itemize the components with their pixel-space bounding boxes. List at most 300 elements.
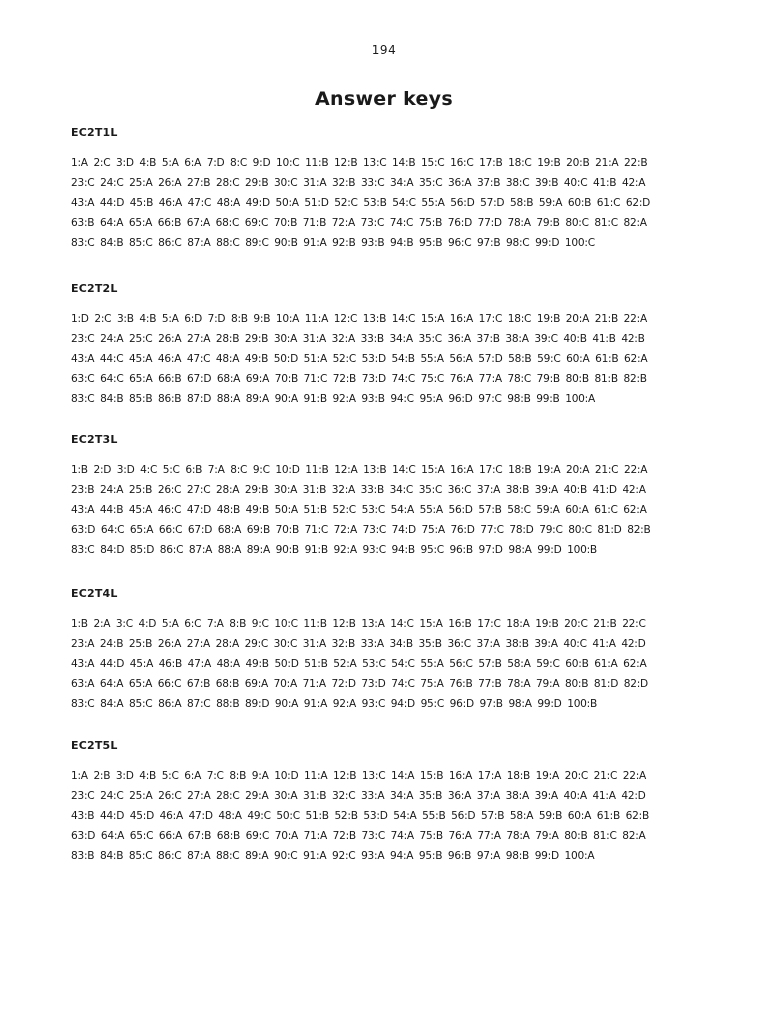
answer-item: 95:B: [419, 237, 443, 249]
page-title: Answer keys: [315, 88, 453, 110]
answer-item: 86:C: [158, 237, 182, 249]
answer-item: 31:A: [302, 638, 327, 650]
answer-item: 13:C: [361, 770, 386, 782]
answer-list: [71, 309, 701, 409]
answer-item: 79:B: [536, 217, 560, 229]
answer-item: 54:C: [392, 197, 416, 209]
answer-item: 80:B: [565, 373, 589, 385]
answer-line: [71, 786, 701, 806]
answer-item: 73:C: [361, 830, 385, 842]
answer-item: 33:B: [360, 484, 384, 496]
answer-item: 68:B: [216, 830, 241, 842]
answer-item: 80:B: [564, 678, 589, 690]
answer-item: 81:C: [593, 830, 617, 842]
answer-item: 28:B: [215, 333, 240, 345]
answer-item: 17:A: [477, 770, 502, 782]
answer-item: 18:C: [508, 157, 532, 169]
answer-item: 37:B: [476, 177, 501, 189]
answer-item: 92:C: [331, 850, 356, 862]
answer-item: 21:B: [593, 618, 617, 630]
answer-item: 1:D: [71, 313, 89, 325]
answer-item: 74:C: [391, 678, 415, 690]
answer-item: 82:B: [623, 373, 647, 385]
answer-item: 92:A: [332, 698, 357, 710]
answer-item: 51:A: [303, 353, 327, 365]
answer-item: 30:A: [273, 333, 298, 345]
answer-item: 15:B: [419, 770, 444, 782]
answer-item: 8:B: [229, 770, 247, 782]
answer-item: 46:B: [158, 658, 183, 670]
answer-item: 48:A: [216, 658, 240, 670]
answer-item: 39:A: [534, 638, 558, 650]
answer-item: 69:A: [245, 373, 270, 385]
answer-item: 1:A: [71, 770, 88, 782]
answer-item: 82:A: [623, 217, 647, 229]
answer-item: 92:A: [332, 393, 356, 405]
answer-item: 47:D: [188, 810, 213, 822]
answer-item: 83:C: [71, 237, 95, 249]
answer-item: 81:D: [597, 524, 622, 536]
answer-item: 58:C: [507, 504, 531, 516]
answer-item: 97:B: [479, 698, 503, 710]
answer-item: 43:A: [71, 504, 95, 516]
answer-item: 33:A: [360, 638, 384, 650]
answer-line: [71, 329, 701, 349]
answer-item: 66:C: [158, 524, 183, 536]
answer-item: 2:B: [93, 770, 111, 782]
answer-item: 19:B: [537, 157, 561, 169]
answer-item: 31:B: [302, 484, 327, 496]
answer-item: 30:A: [274, 790, 298, 802]
answer-item: 29:B: [245, 177, 269, 189]
answer-item: 87:A: [187, 850, 211, 862]
answer-item: 68:A: [216, 373, 241, 385]
answer-item: 72:D: [331, 678, 356, 690]
answer-item: 59:C: [536, 658, 560, 670]
answer-item: 33:A: [361, 790, 385, 802]
answer-item: 15:A: [421, 464, 445, 476]
section-heading: EC2T1L: [71, 126, 118, 139]
answer-item: 96:D: [449, 698, 474, 710]
answer-item: 91:B: [304, 544, 328, 556]
answer-item: 85:B: [129, 393, 153, 405]
answer-item: 99:D: [537, 544, 562, 556]
answer-item: 71:C: [303, 373, 328, 385]
answer-item: 13:B: [363, 464, 387, 476]
answer-item: 38:B: [505, 638, 529, 650]
answer-item: 100:A: [565, 393, 595, 405]
answer-item: 70:B: [274, 373, 299, 385]
answer-item: 66:C: [157, 678, 182, 690]
answer-item: 29:B: [244, 333, 269, 345]
answer-item: 59:B: [538, 810, 563, 822]
answer-item: 89:D: [245, 698, 270, 710]
answer-item: 25:B: [128, 484, 153, 496]
answer-item: 96:C: [447, 237, 472, 249]
answer-line: [71, 540, 701, 560]
answer-item: 4:B: [139, 313, 157, 325]
answer-item: 24:C: [100, 790, 124, 802]
answer-item: 17:C: [477, 618, 501, 630]
answer-line: [71, 674, 701, 694]
answer-item: 35:B: [418, 638, 442, 650]
answer-item: 41:A: [592, 638, 616, 650]
answer-item: 21:C: [594, 464, 619, 476]
answer-item: 36:A: [447, 333, 471, 345]
answer-item: 50:A: [275, 197, 299, 209]
answer-item: 2:D: [93, 464, 112, 476]
answer-item: 88:A: [217, 544, 242, 556]
answer-item: 98:A: [508, 698, 532, 710]
answer-item: 67:B: [186, 678, 211, 690]
answer-item: 96:B: [447, 850, 472, 862]
answer-item: 75:C: [420, 373, 445, 385]
answer-item: 45:A: [128, 504, 153, 516]
answer-item: 14:C: [390, 618, 414, 630]
answer-item: 39:A: [534, 484, 559, 496]
answer-item: 29:A: [245, 790, 269, 802]
answer-line: [71, 520, 701, 540]
answer-item: 38:A: [505, 333, 529, 345]
answer-item: 29:C: [244, 638, 269, 650]
answer-item: 52:C: [334, 197, 358, 209]
answer-section-ec2t2l: [71, 281, 701, 409]
answer-item: 49:B: [244, 353, 269, 365]
answer-item: 83:C: [71, 698, 95, 710]
answer-item: 46:A: [159, 810, 183, 822]
answer-item: 44:B: [99, 504, 124, 516]
answer-item: 40:B: [563, 484, 587, 496]
answer-item: 94:C: [390, 393, 414, 405]
answer-item: 90:A: [274, 698, 299, 710]
answer-item: 70:A: [273, 678, 297, 690]
answer-item: 76:D: [447, 217, 472, 229]
answer-item: 40:C: [563, 177, 588, 189]
answer-item: 42:B: [621, 333, 645, 345]
answer-item: 21:A: [595, 157, 619, 169]
answer-item: 35:C: [418, 484, 443, 496]
answer-item: 87:A: [188, 544, 213, 556]
answer-item: 34:B: [389, 638, 413, 650]
answer-item: 79:C: [539, 524, 563, 536]
answer-item: 5:C: [161, 770, 179, 782]
answer-item: 42:D: [621, 790, 646, 802]
answer-item: 62:A: [623, 658, 647, 670]
answer-item: 51:D: [304, 197, 329, 209]
answer-item: 56:D: [448, 504, 473, 516]
answer-item: 80:C: [568, 524, 592, 536]
answer-item: 31:A: [303, 177, 327, 189]
answer-item: 1:B: [71, 464, 88, 476]
answer-item: 59:C: [537, 353, 561, 365]
answer-item: 10:D: [275, 464, 300, 476]
answer-item: 24:A: [99, 484, 124, 496]
answer-item: 69:C: [244, 217, 269, 229]
answer-item: 76:A: [449, 373, 473, 385]
answer-item: 51:B: [305, 810, 329, 822]
answer-item: 51:B: [303, 504, 327, 516]
answer-item: 100:B: [567, 544, 597, 556]
answer-line: [71, 766, 701, 786]
answer-item: 5:A: [161, 618, 179, 630]
answer-item: 45:A: [129, 658, 154, 670]
answer-item: 93:C: [361, 698, 386, 710]
answer-item: 22:A: [623, 313, 647, 325]
answer-item: 28:A: [215, 638, 239, 650]
answer-line: [71, 309, 701, 329]
answer-item: 64:C: [100, 524, 125, 536]
answer-item: 15:A: [420, 313, 445, 325]
answer-item: 32:A: [331, 484, 356, 496]
answer-item: 81:C: [594, 217, 618, 229]
answer-item: 61:C: [594, 504, 618, 516]
answer-item: 57:D: [480, 197, 505, 209]
answer-item: 18:C: [507, 313, 532, 325]
answer-item: 82:D: [623, 678, 648, 690]
answer-item: 77:C: [480, 524, 504, 536]
answer-item: 88:A: [216, 393, 241, 405]
answer-item: 2:C: [94, 313, 112, 325]
answer-item: 91:B: [303, 393, 327, 405]
answer-item: 55:A: [420, 353, 444, 365]
answer-item: 21:C: [593, 770, 618, 782]
answer-item: 53:D: [363, 810, 388, 822]
answer-item: 26:A: [158, 177, 182, 189]
answer-item: 91:A: [303, 850, 327, 862]
answer-item: 51:B: [304, 658, 328, 670]
answer-item: 43:A: [71, 197, 95, 209]
answer-item: 86:C: [157, 850, 182, 862]
answer-item: 75:B: [418, 217, 443, 229]
answer-item: 47:D: [186, 504, 212, 516]
answer-item: 54:A: [393, 810, 417, 822]
answer-item: 76:D: [450, 524, 475, 536]
answer-item: 53:C: [362, 658, 386, 670]
answer-line: [71, 233, 701, 253]
answer-item: 55:B: [422, 810, 446, 822]
answer-line: [71, 389, 701, 409]
answer-item: 22:A: [623, 464, 648, 476]
answer-item: 92:B: [332, 237, 356, 249]
answer-line: [71, 153, 701, 173]
answer-item: 16:A: [449, 313, 474, 325]
answer-item: 45:B: [129, 197, 154, 209]
answer-item: 49:B: [245, 658, 269, 670]
answer-item: 70:A: [274, 830, 299, 842]
answer-item: 72:B: [332, 830, 356, 842]
answer-item: 53:B: [363, 197, 387, 209]
answer-item: 39:C: [534, 333, 558, 345]
answer-item: 30:C: [273, 177, 298, 189]
answer-item: 80:C: [565, 217, 589, 229]
answer-item: 46:A: [158, 197, 183, 209]
section-heading: EC2T2L: [71, 282, 118, 295]
answer-item: 5:C: [162, 464, 180, 476]
answer-item: 57:B: [478, 658, 502, 670]
answer-item: 78:D: [509, 524, 534, 536]
answer-item: 71:A: [303, 830, 327, 842]
answer-item: 9:B: [253, 313, 271, 325]
answer-item: 24:C: [100, 177, 124, 189]
answer-item: 16:A: [450, 464, 474, 476]
answer-item: 36:C: [447, 638, 471, 650]
answer-item: 35:B: [418, 790, 443, 802]
answer-item: 88:C: [215, 850, 240, 862]
answer-item: 26:A: [158, 333, 182, 345]
answer-item: 48:B: [216, 504, 241, 516]
answer-item: 50:A: [274, 504, 298, 516]
answer-item: 90:C: [273, 850, 298, 862]
answer-item: 14:A: [391, 770, 415, 782]
answer-item: 71:A: [302, 678, 326, 690]
answer-item: 63:D: [71, 830, 96, 842]
answer-item: 12:B: [334, 157, 358, 169]
answer-item: 60:B: [567, 197, 592, 209]
answer-item: 38:C: [505, 177, 530, 189]
answer-item: 96:D: [448, 393, 473, 405]
answer-item: 5:A: [161, 157, 179, 169]
answer-item: 26:C: [157, 484, 182, 496]
answer-line: [71, 173, 701, 193]
answer-item: 97:A: [476, 850, 501, 862]
answer-item: 60:A: [566, 353, 590, 365]
answer-item: 20:C: [564, 618, 588, 630]
answer-item: 78:A: [507, 217, 531, 229]
answer-line: [71, 694, 701, 714]
answer-item: 99:B: [536, 393, 560, 405]
answer-line: [71, 806, 701, 826]
answer-item: 27:B: [187, 177, 211, 189]
answer-item: 41:D: [592, 484, 617, 496]
answer-item: 54:C: [391, 658, 415, 670]
answer-item: 10:C: [274, 618, 298, 630]
answer-item: 5:A: [161, 313, 179, 325]
answer-item: 31:B: [303, 790, 327, 802]
answer-item: 67:D: [187, 524, 213, 536]
answer-item: 13:B: [362, 313, 387, 325]
answer-item: 24:A: [100, 333, 124, 345]
answer-item: 56:D: [451, 810, 476, 822]
answer-item: 6:B: [185, 464, 203, 476]
answer-list: [71, 460, 701, 560]
answer-item: 4:C: [140, 464, 158, 476]
answer-item: 56:C: [449, 658, 473, 670]
answer-item: 12:B: [332, 770, 357, 782]
answer-item: 24:B: [99, 638, 124, 650]
answer-item: 9:C: [251, 618, 269, 630]
answer-item: 97:D: [478, 544, 503, 556]
answer-item: 64:A: [99, 678, 124, 690]
answer-item: 37:A: [476, 638, 500, 650]
answer-item: 62:D: [625, 197, 651, 209]
answer-item: 10:A: [275, 313, 300, 325]
answer-item: 84:A: [100, 698, 124, 710]
answer-item: 34:A: [390, 177, 414, 189]
answer-item: 84:D: [100, 544, 125, 556]
answer-section-ec2t5l: [71, 738, 701, 866]
answer-item: 78:C: [507, 373, 531, 385]
answer-item: 63:A: [71, 678, 95, 690]
answer-item: 63:B: [71, 217, 95, 229]
answer-item: 98:A: [508, 544, 532, 556]
section-heading: EC2T5L: [71, 739, 118, 752]
answer-item: 30:A: [273, 484, 298, 496]
answer-item: 50:C: [276, 810, 300, 822]
answer-item: 74:C: [391, 373, 415, 385]
answer-item: 13:C: [362, 157, 387, 169]
answer-item: 39:B: [534, 177, 559, 189]
answer-item: 55:A: [421, 197, 445, 209]
answer-item: 65:A: [129, 373, 153, 385]
answer-item: 1:B: [71, 618, 88, 630]
answer-item: 41:A: [592, 790, 616, 802]
answer-item: 59:A: [536, 504, 560, 516]
answer-line: [71, 213, 701, 233]
answer-line: [71, 654, 701, 674]
answer-item: 61:A: [594, 658, 618, 670]
answer-item: 75:A: [420, 678, 444, 690]
answer-item: 83:C: [71, 544, 95, 556]
answer-item: 67:D: [187, 373, 212, 385]
answer-item: 3:D: [116, 157, 134, 169]
answer-item: 13:A: [361, 618, 385, 630]
answer-item: 22:C: [622, 618, 646, 630]
answer-item: 32:C: [331, 790, 356, 802]
answer-line: [71, 846, 701, 866]
answer-item: 49:C: [247, 810, 271, 822]
answer-item: 86:C: [159, 544, 184, 556]
answer-item: 92:A: [333, 544, 357, 556]
answer-item: 18:B: [508, 464, 532, 476]
answer-item: 33:B: [360, 333, 384, 345]
answer-item: 16:A: [448, 770, 473, 782]
section-heading: EC2T3L: [71, 433, 118, 446]
answer-item: 64:A: [99, 217, 124, 229]
answer-item: 32:B: [331, 177, 356, 189]
answer-item: 15:C: [421, 157, 445, 169]
answer-item: 78:A: [507, 678, 531, 690]
answer-item: 43:A: [71, 658, 95, 670]
answer-item: 77:A: [478, 373, 502, 385]
answer-item: 65:A: [129, 524, 154, 536]
answer-item: 88:C: [216, 237, 240, 249]
answer-item: 45:D: [129, 810, 155, 822]
answer-item: 65:A: [128, 678, 153, 690]
answer-item: 72:A: [331, 217, 356, 229]
answer-item: 69:B: [246, 524, 271, 536]
answer-item: 50:D: [274, 658, 299, 670]
answer-item: 36:A: [447, 790, 472, 802]
answer-item: 34:A: [389, 790, 414, 802]
answer-item: 17:C: [478, 313, 503, 325]
answer-item: 7:A: [207, 464, 225, 476]
answer-item: 41:B: [593, 177, 617, 189]
answer-item: 12:B: [332, 618, 356, 630]
answer-item: 48:A: [215, 353, 240, 365]
answer-item: 66:B: [158, 373, 182, 385]
answer-item: 76:B: [449, 678, 473, 690]
answer-item: 93:B: [361, 393, 385, 405]
answer-item: 95:A: [419, 393, 443, 405]
answer-item: 15:A: [419, 618, 443, 630]
answer-item: 35:C: [418, 177, 443, 189]
answer-item: 100:A: [564, 850, 595, 862]
answer-item: 87:A: [187, 237, 211, 249]
answer-item: 100:C: [564, 237, 595, 249]
answer-item: 42:A: [621, 177, 646, 189]
answer-item: 89:A: [245, 393, 269, 405]
answer-item: 87:D: [186, 393, 212, 405]
